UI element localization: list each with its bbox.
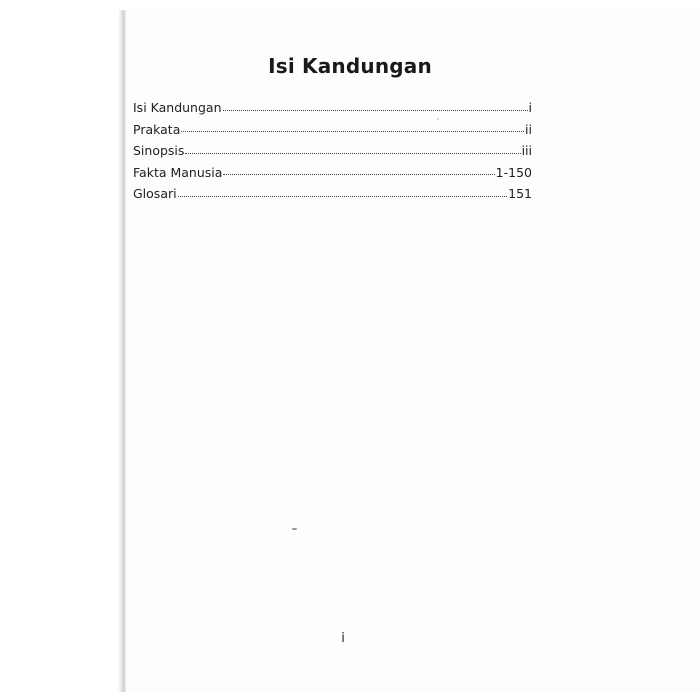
toc-entry-page: ii bbox=[525, 121, 532, 137]
dot-leader bbox=[181, 130, 524, 132]
toc-entry-page: iii bbox=[521, 143, 532, 158]
toc-entry-prakata bbox=[133, 119, 532, 141]
toc-entry-glosari bbox=[133, 183, 532, 205]
toc-entry-isi-kandungan bbox=[133, 97, 532, 119]
toc-entry-page: i bbox=[528, 100, 532, 115]
page-title: Isi Kandungan bbox=[268, 54, 432, 78]
toc-entry-sinopsis bbox=[133, 140, 532, 162]
toc-entry-label: Fakta Manusia bbox=[133, 164, 223, 180]
toc-entry-page: 1-150 bbox=[495, 164, 532, 180]
toc-entry-label: Glosari bbox=[133, 186, 177, 201]
table-of-contents bbox=[133, 97, 532, 205]
dot-leader bbox=[185, 152, 520, 154]
toc-entry-page: 151 bbox=[508, 186, 532, 201]
dot-leader bbox=[223, 173, 494, 175]
dot-leader bbox=[223, 109, 528, 111]
toc-entry-label: Isi Kandungan bbox=[133, 100, 222, 115]
scan-speck bbox=[292, 528, 297, 530]
dot-leader bbox=[178, 195, 508, 197]
page-number: i bbox=[341, 631, 345, 646]
scan-speck bbox=[437, 118, 439, 120]
toc-entry-label: Sinopsis bbox=[133, 143, 185, 158]
page-binding-edge bbox=[118, 10, 126, 692]
toc-entry-label: Prakata bbox=[133, 121, 181, 137]
toc-entry-fakta-manusia bbox=[133, 162, 532, 184]
